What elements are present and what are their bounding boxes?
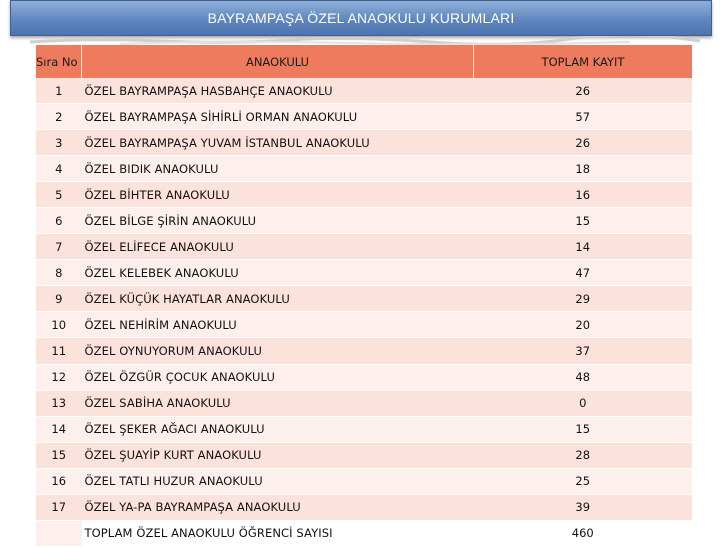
total-enrollment: 29 <box>474 286 693 312</box>
total-enrollment: 20 <box>474 312 693 338</box>
table-row <box>36 468 692 494</box>
table-body <box>36 78 692 546</box>
slide-title <box>10 0 712 36</box>
table-row <box>36 182 692 208</box>
total-enrollment: 18 <box>474 156 693 182</box>
school-name: ÖZEL NEHİRİM ANAOKULU <box>82 312 474 338</box>
total-enrollment: 26 <box>474 130 693 156</box>
row-number: 17 <box>36 494 82 520</box>
row-number: 6 <box>36 208 82 234</box>
row-number: 1 <box>36 78 82 104</box>
school-name: ÖZEL TATLI HUZUR ANAOKULU <box>82 468 474 494</box>
school-name: ÖZEL ŞEKER AĞACI ANAOKULU <box>82 416 474 442</box>
school-name: ÖZEL YA-PA BAYRAMPAŞA ANAOKULU <box>82 494 474 520</box>
school-name: ÖZEL BAYRAMPAŞA YUVAM İSTANBUL ANAOKULU <box>82 130 474 156</box>
row-number: 13 <box>36 390 82 416</box>
row-number: 8 <box>36 260 82 286</box>
table-row <box>36 78 692 104</box>
total-enrollment: 57 <box>474 104 693 130</box>
table-row <box>36 234 692 260</box>
table-row <box>36 416 692 442</box>
school-name: ÖZEL BIDIK ANAOKULU <box>82 156 474 182</box>
total-enrollment: 48 <box>474 364 693 390</box>
table-row <box>36 494 692 520</box>
row-number: 16 <box>36 468 82 494</box>
total-enrollment: 39 <box>474 494 693 520</box>
total-enrollment: 28 <box>474 442 693 468</box>
table-header-row <box>36 45 692 78</box>
header-sira-no: Sıra No <box>36 45 82 78</box>
summary-value: 460 <box>474 520 693 546</box>
summary-row <box>36 520 692 546</box>
table-row <box>36 156 692 182</box>
total-enrollment: 25 <box>474 468 693 494</box>
table-row <box>36 104 692 130</box>
table-row <box>36 208 692 234</box>
table-row <box>36 312 692 338</box>
total-enrollment: 14 <box>474 234 693 260</box>
total-enrollment: 0 <box>474 390 693 416</box>
school-name: ÖZEL ŞUAYİP KURT ANAOKULU <box>82 442 474 468</box>
table-row <box>36 338 692 364</box>
table-row <box>36 390 692 416</box>
summary-label: TOPLAM ÖZEL ANAOKULU ÖĞRENCİ SAYISI <box>82 520 474 546</box>
row-number: 10 <box>36 312 82 338</box>
table-row <box>36 260 692 286</box>
row-number: 12 <box>36 364 82 390</box>
school-name: ÖZEL SABİHA ANAOKULU <box>82 390 474 416</box>
row-number: 3 <box>36 130 82 156</box>
school-name: ÖZEL BAYRAMPAŞA SİHİRLİ ORMAN ANAOKULU <box>82 104 474 130</box>
row-number: 11 <box>36 338 82 364</box>
total-enrollment: 16 <box>474 182 693 208</box>
school-name: ÖZEL ELİFECE ANAOKULU <box>82 234 474 260</box>
total-enrollment: 26 <box>474 78 693 104</box>
table-row <box>36 364 692 390</box>
school-name: ÖZEL BİLGE ŞİRİN ANAOKULU <box>82 208 474 234</box>
header-toplam-kayit: TOPLAM KAYIT <box>474 45 693 78</box>
school-name: ÖZEL BAYRAMPAŞA HASBAHÇE ANAOKULU <box>82 78 474 104</box>
school-name: ÖZEL KELEBEK ANAOKULU <box>82 260 474 286</box>
row-number: 15 <box>36 442 82 468</box>
header-anaokulu: ANAOKULU <box>82 45 474 78</box>
row-number: 2 <box>36 104 82 130</box>
row-number: 7 <box>36 234 82 260</box>
school-name: ÖZEL ÖZGÜR ÇOCUK ANAOKULU <box>82 364 474 390</box>
school-name: ÖZEL BİHTER ANAOKULU <box>82 182 474 208</box>
total-enrollment: 15 <box>474 208 693 234</box>
slide-title-text: BAYRAMPAŞA ÖZEL ANAOKULU KURUMLARI <box>207 10 515 26</box>
row-number: 14 <box>36 416 82 442</box>
kindergarten-table <box>36 45 692 547</box>
table-row <box>36 286 692 312</box>
row-number: 5 <box>36 182 82 208</box>
row-number: 9 <box>36 286 82 312</box>
table-row <box>36 442 692 468</box>
school-name: ÖZEL KÜÇÜK HAYATLAR ANAOKULU <box>82 286 474 312</box>
row-number: 4 <box>36 156 82 182</box>
table-row <box>36 130 692 156</box>
total-enrollment: 15 <box>474 416 693 442</box>
total-enrollment: 47 <box>474 260 693 286</box>
school-name: ÖZEL OYNUYORUM ANAOKULU <box>82 338 474 364</box>
total-enrollment: 37 <box>474 338 693 364</box>
summary-empty-cell <box>36 520 82 546</box>
